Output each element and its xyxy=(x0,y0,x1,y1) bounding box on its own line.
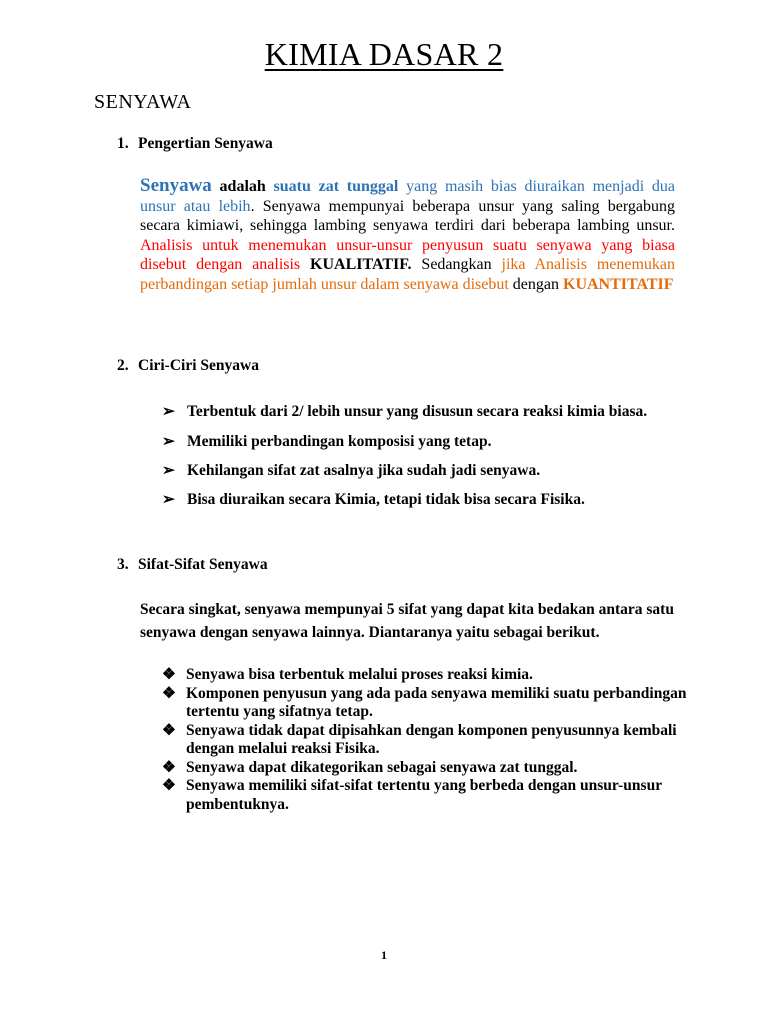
heading-text: Sifat-Sifat Senyawa xyxy=(138,556,268,573)
list-item xyxy=(162,666,702,685)
diamond-bullet-icon: ❖ xyxy=(162,758,176,776)
list-item-text: Terbentuk dari 2/ lebih unsur yang disusun secara reaksi kimia biasa. xyxy=(187,403,648,420)
list-item-text: Senyawa memiliki sifat-sifat tertentu yang berbeda dengan unsur-unsur pembentuknya. xyxy=(186,777,662,813)
list-item xyxy=(162,777,702,814)
term-senyawa: Senyawa xyxy=(140,175,212,196)
sifat-intro-paragraph: Secara singkat, senyawa mempunyai 5 sifat yang dapat kita bedakan antara satu senyawa dengan senyawa lainnya. Diantaranya yaitu sebagai berikut. xyxy=(140,601,674,641)
heading-text: Ciri-Ciri Senyawa xyxy=(138,357,259,374)
def-text: yang masih bias diuraikan menjadi dua unsur atau lebih xyxy=(140,178,675,215)
heading-number: 2. xyxy=(117,357,129,374)
arrow-bullet-icon: ➢ xyxy=(162,491,175,508)
definition-paragraph xyxy=(140,176,675,294)
diamond-bullet-icon: ❖ xyxy=(162,777,176,794)
list-item-text: Senyawa bisa terbentuk melalui proses reaksi kimia. xyxy=(186,666,533,683)
heading-number: 1. xyxy=(117,135,129,152)
list-item-text: Senyawa tidak dapat dipisahkan dengan komponen penyusunnya kembali dengan melalui reaksi Fisika. xyxy=(186,721,677,757)
list-item-text: Kehilangan sifat zat asalnya jika sudah jadi senyawa. xyxy=(187,462,541,479)
diamond-bullet-icon: ❖ xyxy=(162,684,176,702)
def-kuantitatif: KUANTITATIF xyxy=(563,275,674,293)
list-item xyxy=(162,456,702,485)
list-item-text: Senyawa dapat dikategorikan sebagai senyawa zat tunggal. xyxy=(186,758,578,776)
heading-number: 3. xyxy=(117,556,129,573)
arrow-bullet-icon: ➢ xyxy=(162,403,175,420)
document-title: KIMIA DASAR 2 xyxy=(264,36,504,72)
heading-ciri xyxy=(117,357,259,375)
list-item-text: Bisa diuraikan secara Kimia, tetapi tidak bisa secara Fisika. xyxy=(187,491,585,508)
list-item xyxy=(162,759,702,778)
def-qualitative: Analisis untuk menemukan unsur-unsur penyusun suatu senyawa yang biasa disebut dengan analisis xyxy=(140,236,675,273)
list-item xyxy=(162,485,702,514)
arrow-bullet-icon: ➢ xyxy=(162,462,175,479)
def-text: Sedangkan xyxy=(411,256,502,273)
def-kualitatif: KUALITATIF. xyxy=(310,256,412,273)
heading-pengertian xyxy=(117,135,273,153)
list-item xyxy=(162,722,702,759)
diamond-bullet-icon: ❖ xyxy=(162,721,176,739)
def-text: dengan xyxy=(508,275,563,293)
list-item-text: Memiliki perbandingan komposisi yang tetap. xyxy=(187,433,492,450)
list-item xyxy=(162,685,702,722)
ciri-list xyxy=(162,397,702,514)
list-item xyxy=(162,397,702,426)
heading-sifat xyxy=(117,556,268,574)
sifat-list xyxy=(162,666,702,814)
def-highlight: suatu zat tunggal xyxy=(273,178,399,195)
list-item-text: Komponen penyusun yang ada pada senyawa memiliki suatu perbandingan tertentu yang sifatnya tetap. xyxy=(186,684,687,720)
def-text: . Senyawa mempunyai beberapa unsur yang saling bergabung secara kimiawi, sehingga lambing senyawa terdiri dari beberapa lambing unsur. xyxy=(140,197,675,234)
def-quantitative: jika Analisis menemukan perbandingan setiap jumlah unsur dalam senyawa disebut xyxy=(140,256,676,293)
diamond-bullet-icon: ❖ xyxy=(162,666,176,683)
def-text: adalah xyxy=(211,178,274,195)
list-item xyxy=(162,427,702,456)
section-title: SENYAWA xyxy=(94,91,192,113)
heading-text: Pengertian Senyawa xyxy=(138,135,273,152)
page-number: 1 xyxy=(381,948,387,962)
arrow-bullet-icon: ➢ xyxy=(162,433,175,450)
